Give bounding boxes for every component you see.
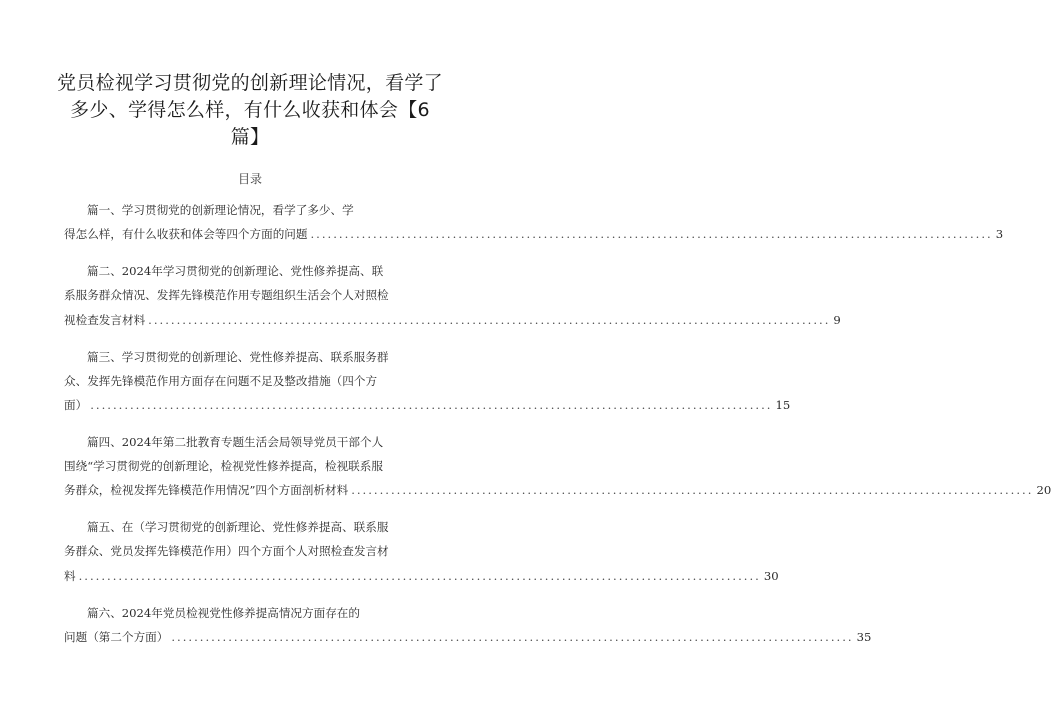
table-of-contents (64, 198, 1051, 662)
toc-entry-last-line (64, 308, 841, 332)
toc-entry-line: 篇二、2024年学习贯彻党的创新理论、党性修养提高、联 (87, 264, 384, 279)
toc-entry[interactable] (64, 259, 841, 332)
dot-leader: ........................................................................................................................ (78, 568, 761, 583)
toc-page-number: 3 (995, 227, 1004, 242)
toc-entry[interactable] (64, 601, 872, 649)
toc-entry-line: 篇四、2024年第二批教育专题生活会局领导党员干部个人 (87, 434, 384, 449)
dot-leader: ........................................................................................................................ (351, 483, 1034, 498)
toc-entry-text: 视检查发言材料 (64, 312, 146, 327)
toc-entry-last-line (64, 625, 872, 649)
toc-entry-last-line (64, 393, 791, 417)
toc-entry-last-line (64, 478, 1051, 502)
title-line: 党员检视学习贯彻党的创新理论情况，看学了 (56, 72, 443, 94)
toc-entry-text: 面） (64, 397, 88, 412)
toc-entry[interactable] (64, 345, 791, 418)
toc-heading: 目录 (237, 172, 262, 186)
toc-page-number: 15 (775, 397, 791, 412)
title-line: 篇】 (230, 126, 270, 148)
toc-entry[interactable] (64, 515, 779, 588)
toc-entry-text: 料 (64, 568, 76, 583)
toc-entry-last-line (64, 222, 1004, 246)
dot-leader: ........................................................................................................................ (171, 629, 854, 644)
toc-entry-line: 篇五、在（学习贯彻党的创新理论、党性修养提高、联系服 (87, 520, 389, 535)
toc-entry-line: 篇六、2024年党员检视党性修养提高情况方面存在的 (87, 605, 360, 620)
toc-entry-line: 篇一、学习贯彻党的创新理论情况，看学了多少、学 (87, 203, 354, 217)
toc-entry[interactable] (64, 430, 1051, 503)
toc-entry-line: 众、发挥先锋模范作用方面存在问题不足及整改措施（四个方 (64, 373, 378, 388)
toc-entry-line: 篇三、学习贯彻党的创新理论、党性修养提高、联系服务群 (87, 349, 389, 364)
toc-entry-line: 围绕“学习贯彻党的创新理论，检视党性修养提高，检视联系服 (64, 459, 383, 474)
toc-entry[interactable] (64, 198, 1004, 246)
dot-leader: ........................................................................................................................ (310, 227, 993, 242)
toc-entry-line: 系服务群众情况、发挥先锋模范作用专题组织生活会个人对照检 (64, 288, 389, 303)
toc-entry-text: 问题（第二个方面） (64, 629, 169, 644)
toc-entry-text: 得怎么样，有什么收获和体会等四个方面的问题 (64, 227, 308, 242)
toc-entry-line: 务群众、党员发挥先锋模范作用）四个方面个人对照检查发言材 (64, 544, 389, 559)
toc-page-number: 35 (856, 629, 872, 644)
title-line: 多少、学得怎么样，有什么收获和体会【6 (70, 99, 430, 121)
toc-page-number: 9 (833, 312, 841, 327)
dot-leader: ........................................................................................................................ (148, 312, 831, 327)
toc-entry-last-line (64, 564, 779, 588)
toc-page-number: 20 (1036, 483, 1051, 498)
document-title (40, 70, 460, 151)
dot-leader: ........................................................................................................................ (90, 397, 773, 412)
toc-page-number: 30 (763, 568, 779, 583)
toc-entry-text: 务群众，检视发挥先锋模范作用情况”四个方面剖析材料 (64, 483, 349, 498)
